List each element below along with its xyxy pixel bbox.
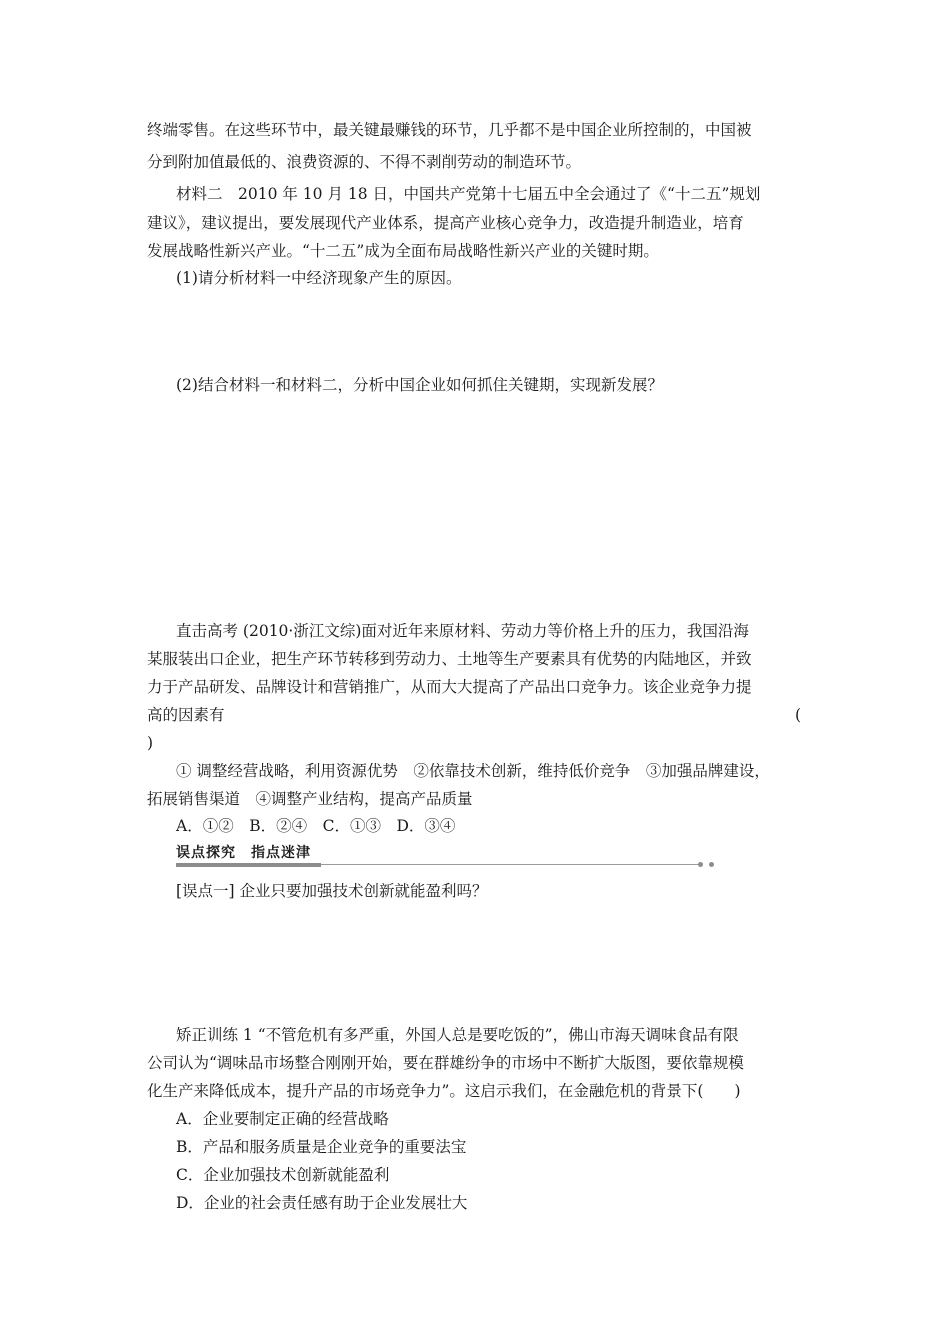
- question-1: (1)请分析材料一中经济现象产生的原因。: [176, 269, 462, 287]
- option-statements: ① 调整经营战略，利用资源优势 ②依靠技术创新，维持低价竞争 ③加强品牌建设，: [176, 762, 770, 780]
- material-two-line: 建议》，建议提出，要发展现代产业体系，提高产业核心竞争力，改造提升制造业，培育: [147, 214, 744, 232]
- gaokao-question-line: 高的因素有: [147, 706, 225, 724]
- paragraph-line: 终端零售。在这些环节中，最关键最赚钱的环节，几乎都不是中国企业所控制的，中国被: [147, 121, 752, 139]
- section-header: [176, 844, 520, 868]
- gaokao-question-line: 力于产品研发、品牌设计和营销推广，从而大大提高了产品出口竞争力。该企业竞争力提: [147, 678, 752, 696]
- answer-choices: A．①② B．②④ C．①③ D．③④: [176, 817, 456, 835]
- answer-paren-close: ): [147, 734, 154, 752]
- correction-training-line: 矫正训练 1 “不管危机有多严重，外国人总是要吃饭的”，佛山市海天调味食品有限: [176, 1026, 739, 1044]
- correction-training-line: 化生产来降低成本，提升产品的市场竞争力”。这启示我们，在金融危机的背景下( ): [147, 1082, 741, 1100]
- question-2: (2)结合材料一和材料二，分析中国企业如何抓住关键期，实现新发展？: [176, 376, 663, 394]
- section-rule: [321, 864, 701, 865]
- section-dot: [698, 862, 703, 867]
- choice-c: C．企业加强技术创新就能盈利: [176, 1166, 390, 1184]
- correction-training-line: 公司认为“调味品市场整合刚刚开始，要在群雄纷争的市场中不断扩大版图，要依靠规模: [147, 1054, 744, 1072]
- option-statements: 拓展销售渠道 ④调整产业结构，提高产品质量: [147, 790, 473, 808]
- choice-a: A．企业要制定正确的经营战略: [176, 1110, 389, 1128]
- material-two-line: 材料二 2010 年 10 月 18 日，中国共产党第十七届五中全会通过了《“十二五”规划: [176, 185, 761, 203]
- error-point-one: [误点一] 企业只要加强技术创新就能盈利吗？: [176, 882, 488, 900]
- section-bar: [176, 863, 321, 867]
- choice-d: D．企业的社会责任感有助于企业发展壮大: [176, 1194, 468, 1212]
- paragraph-line: 分到附加值最低的、浪费资源的、不得不剥削劳动的制造环节。: [147, 153, 582, 171]
- gaokao-question-line: 直击高考 (2010·浙江文综)面对近年来原材料、劳动力等价格上升的压力，我国沿海: [176, 622, 749, 640]
- section-dot: [709, 862, 714, 867]
- section-title: 误点探究 指点迷津: [176, 845, 311, 861]
- material-two-line: 发展战略性新兴产业。“十二五”成为全面布局战略性新兴产业的关键时期。: [147, 242, 659, 260]
- gaokao-question-line: 某服装出口企业，把生产环节转移到劳动力、土地等生产要素具有优势的内陆地区，并致: [147, 650, 752, 668]
- answer-paren-open: (: [795, 706, 802, 724]
- choice-b: B．产品和服务质量是企业竞争的重要法宝: [176, 1138, 467, 1156]
